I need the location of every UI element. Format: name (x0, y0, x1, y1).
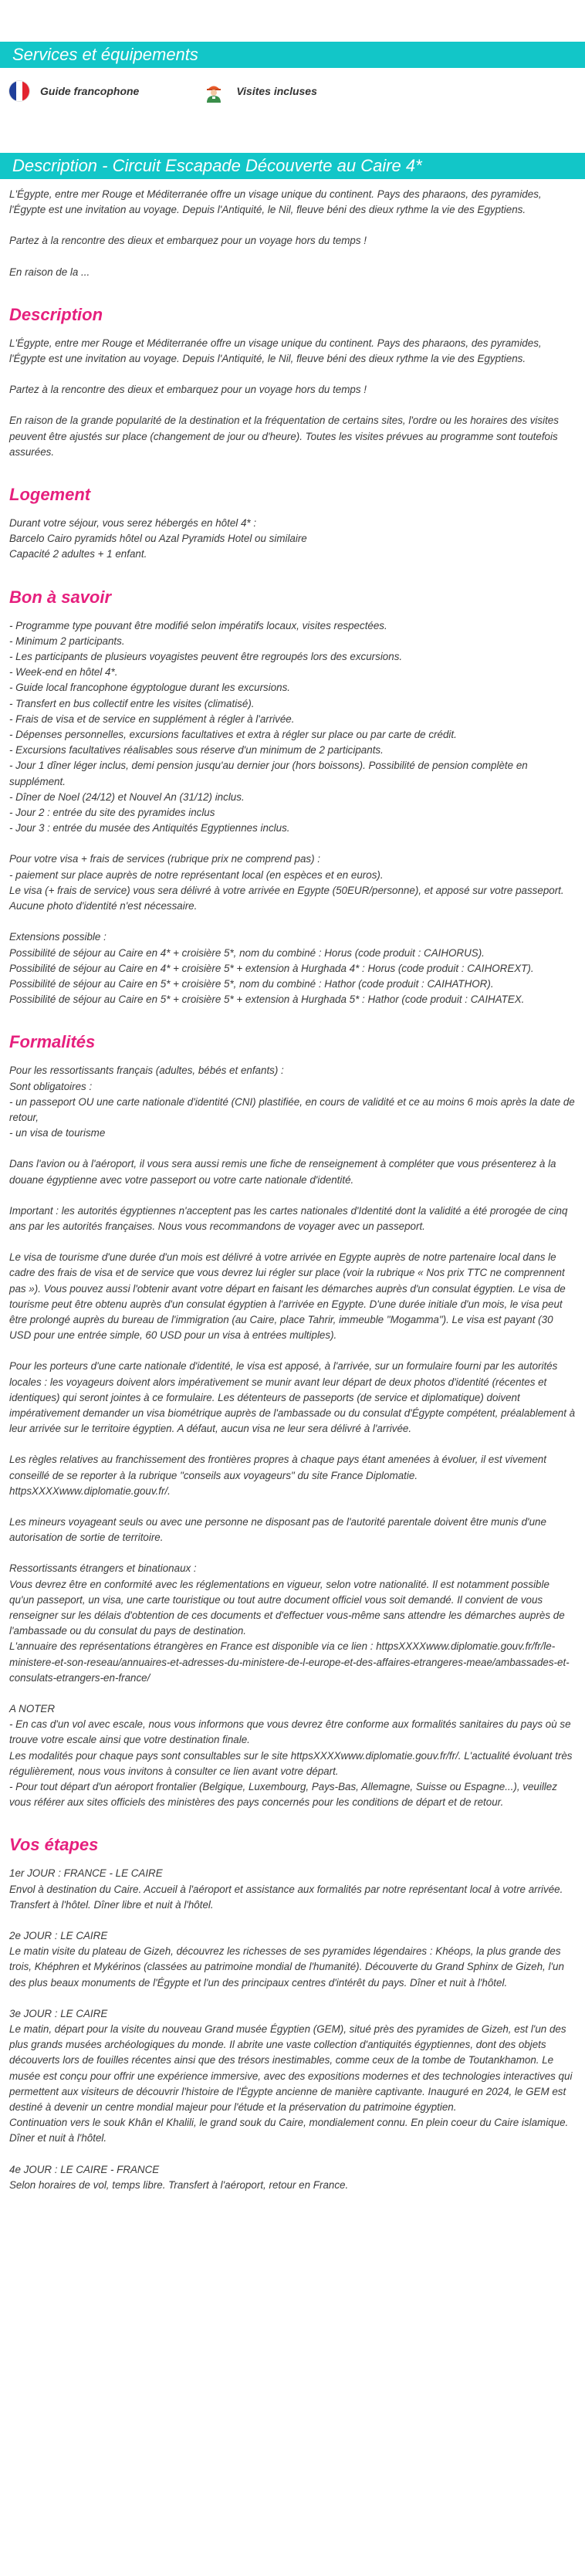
formalites-heading: Formalités (9, 1032, 96, 1052)
formalites-paragraph: Pour les porteurs d'une carte nationale d'identité, le visa est apposé, à l'arrivée, sur un formulaire fourni par les autorités locales : les voyageurs doivent alors impérativement se munir avant leur départ de deux photos d'identité (récentes et identiques) qui seront jointes à ce formulaire. Les détenteurs de passeports (de service et diplomatique) doivent impérativement demander un visa biométrique auprès de l'ambassade ou du consulat d'Égypte compétent, préalablement à leur arrivée sur le territoire égyptien. A défaut, aucun visa ne leur sera délivré à l'arrivée. (9, 1360, 578, 1435)
etape-day: 4e JOUR : LE CAIRE - FRANCE Selon horaires de vol, temps libre. Transfert à l'aéroport, retour en France. (9, 2163, 349, 2191)
bon-a-savoir-extensions: Extensions possible : Possibilité de séjour au Caire en 4* + croisière 5*, nom du combiné : Horus (code produit : CAIHORUS). Possibilité de séjour au Caire en 4* + croisière 5* + extension à Hurghada 4* : Horus (code produit : CAIHOREXT). Possibilité de séjour au Caire en 5* + croisière 5*, nom du combiné : Hathor (code produit : CAIHATHOR). Possibilité de séjour au Caire en 5* + croisière 5* + extension à Hurghada 5* : Hathor (code produit : CAIHATEX. (9, 931, 534, 1006)
etape-day: 1er JOUR : FRANCE - LE CAIRE Envol à destination du Caire. Accueil à l'aéroport et assistance aux formalités par notre représentant local à votre arrivée. Transfert à l'hôtel. Dîner libre et nuit à l'hôtel. (9, 1867, 563, 1911)
description-paragraph: En raison de la grande popularité de la destination et la fréquentation de certains sites, l'ordre ou les horaires des visites peuvent être ajustés sur place (changement de jour ou d'heure). Toutes les visites prévues au programme sont toutefois assurées. (9, 415, 562, 458)
bon-a-savoir-visa: Pour votre visa + frais de services (rubrique prix ne comprend pas) : - paiement sur place auprès de notre représentant local (en espèces et en euros). Le visa (+ frais de service) vous sera délivré à votre arrivée en Egypte (50EUR/personne), et apposé sur votre passeport. Aucune photo d'identité n'est nécessaire. (9, 853, 564, 912)
intro-paragraph: Partez à la rencontre des dieux et embarquez pour un voyage hors du temps ! (9, 235, 367, 247)
formalites-paragraph: Important : les autorités égyptiennes n'acceptent pas les cartes nationales d'Identité dont la validité a été prorogée de cinq ans par les autorités françaises. Nous vous recommandons de voyager avec un passeport. (9, 1204, 571, 1232)
description-header (0, 153, 585, 179)
service-visits (202, 80, 317, 103)
services-title: Services et équipements (12, 45, 198, 64)
formalites-paragraph: Les mineurs voyageant seuls ou avec une personne ne disposant pas de l'autorité parentale doivent être munis d'une autorisation de sortie de territoire. (9, 1515, 549, 1544)
formalites-paragraph: A NOTER - En cas d'un vol avec escale, nous vous informons que vous devrez être conforme aux formalités sanitaires du pays où se trouve votre escale ainsi que votre destination finale. Les modalités pour chaque pays sont consultables sur le site httpsXXXXwww.diplomatie.gouv.fr/fr/. L'actualité évoluant très régulièrement, nous vous invitons à consulter ce lien avant votre départ. - Pour tout départ d'un aéroport frontalier (Belgique, Luxembourg, Pays-Bas, Allemagne, Suisse ou Espagne...), veuillez vous référer aux sites officiels des ministères des pays concernés pour les conditions de départ et de retour. (9, 1703, 573, 1809)
formalites-paragraph: Ressortissants étrangers et binationaux : Vous devrez être en conformité avec les réglementations en vigueur, selon votre nationalité. Il est notamment possible qu'un passeport, un visa, une carte touristique ou tout autre document officiel vous soit demandé. Il convient de vous renseigner sur les délais d'obtention de ces documents et d'effectuer vous-même sans attendre les démarches auprès de l'ambassade ou du consulat du pays de destination. L'annuaire des représentations étrangères en France est disponible via ce lien : httpsXXXXwww.diplomatie.gouv.fr/fr/le-ministere-et-son-reseau/annuaires-et-adresses-du-ministere-de-l-europe-et-des-affaires-etrangeres-meae/ambassades-et-consulats-etrangers-en-france/ (9, 1562, 570, 1684)
service-guide-label: Guide francophone (40, 85, 140, 97)
intro-paragraph: L'Égypte, entre mer Rouge et Méditerranée offre un visage unique du continent. Pays des pharaons, des pyramides, l'Égypte est une invitation au voyage. Depuis l'Antiquité, le Nil, fleuve béni des dieux rythme la vie des Egyptiens. (9, 188, 545, 216)
logement-heading: Logement (9, 485, 91, 505)
service-visits-label: Visites incluses (236, 85, 317, 97)
formalites-paragraph: Les règles relatives au franchissement des frontières propres à chaque pays étant amenées à évoluer, il est vivement conseillé de se reporter à la rubrique "conseils aux voyageurs" du site France Diplomatie. httpsXXXXwww.diplomatie.gouv.fr/. (9, 1454, 546, 1497)
description-paragraph: L'Égypte, entre mer Rouge et Méditerranée offre un visage unique du continent. Pays des pharaons, des pyramides, l'Égypte est une invitation au voyage. Depuis l'Antiquité, le Nil, fleuve béni des dieux rythme la vie des Egyptiens. (9, 337, 545, 365)
etape-day: 2e JOUR : LE CAIRE Le matin visite du plateau de Gizeh, découvrez les richesses de ses pyramides légendaires : Khéops, la plus grande des trois, Khéphren et Mykérinos (classées au patrimoine mondial de l'humanité). Découverte du Grand Sphinx de Gizeh, l'un des plus beaux monuments de l'Égypte et l'un des principaux centres d'intérêt du pays. Dîner et nuit à l'hôtel. (9, 1930, 564, 1989)
france-flag-icon (9, 81, 29, 101)
bon-a-savoir-heading: Bon à savoir (9, 587, 112, 607)
description-header-title: Description - Circuit Escapade Découverte au Caire 4* (12, 156, 422, 175)
logement-paragraph: Durant votre séjour, vous serez hébergés en hôtel 4* : Barcelo Cairo pyramids hôtel ou Azal Pyramids Hotel ou similaire Capacité 2 adultes + 1 enfant. (9, 517, 307, 560)
description-heading: Description (9, 304, 103, 324)
service-guide (9, 81, 139, 101)
services-header (0, 42, 585, 68)
bon-a-savoir-list: - Programme type pouvant être modifié selon impératifs locaux, visites respectées. - Minimum 2 participants. - Les participants de plusieurs voyagistes peuvent être regroupés lors des excursions. - Week-end en hôtel 4*. - Guide local francophone égyptologue durant les excursions. - Transfert en bus collectif entre les visites (climatisé). - Frais de visa et de service en supplément à régler à l'arrivée. - Dépenses personnelles, excursions facultatives et extra à régler sur place ou par carte de crédit. - Excursions facultatives réalisables sous réserve d'un minimum de 2 participants. - Jour 1 dîner léger inclus, demi pension jusqu'au dernier jour (hors boissons). Possibilité de pension complète en supplément. - Dîner de Noel (24/12) et Nouvel An (31/12) inclus. - Jour 2 : entrée du site des pyramides inclus - Jour 3 : entrée du musée des Antiquités Egyptiennes inclus. (9, 619, 528, 834)
formalites-paragraph: Pour les ressortissants français (adultes, bébés et enfants) : Sont obligatoires : - un passeport OU une carte nationale d'identité (CNI) plastifiée, en cours de validité et ce au moins 6 mois après la date de retour, - un visa de tourisme (9, 1065, 575, 1139)
services-row (0, 68, 585, 114)
guide-person-icon (202, 80, 225, 103)
content (0, 179, 585, 2255)
etape-day: 3e JOUR : LE CAIRE Le matin, départ pour la visite du nouveau Grand musée Égyptien (GEM), situé près des pyramides de Gizeh, est l'un des plus grands musées archéologiques du monde. Il abrite une vaste collection d'antiquités égyptiennes, dont des objets découverts lors de fouilles récentes ainsi que des trésors inestimables, comme ceux de la tombe de Toutankhamon. Le musée est conçu pour offrir une expérience immersive, avec des expositions modernes et des technologies interactives qui permettent aux visiteurs de découvrir l'histoire de l'Égypte ancienne de manière captivante. Inauguré en 2024, le GEM est destiné à devenir un centre mondial majeur pour l'étude et la préservation du patrimoine égyptien. Continuation vers le souk Khân el Khalili, le grand souk du Caire, mondialement connu. En plein coeur du Caire islamique. Dîner et nuit à l'hôtel. (9, 2007, 573, 2144)
etapes-heading: Vos étapes (9, 1835, 99, 1855)
intro-truncated: En raison de la ... (9, 266, 90, 278)
formalites-paragraph: Dans l'avion ou à l'aéroport, il vous sera aussi remis une fiche de renseignement à compléter que vous présenterez à la douane égyptienne avec votre passeport ou votre carte nationale d'identité. (9, 1158, 560, 1186)
formalites-paragraph: Le visa de tourisme d'une durée d'un mois est délivré à votre arrivée en Egypte auprès de notre partenaire local dans le cadre des frais de visa et de service que vous devrez lui régler sur place (voir la rubrique « Nos prix TTC ne comprennent pas »). Vous pouvez aussi l'obtenir avant votre départ en faisant les démarches auprès d'un consulat égyptien. Le visa de tourisme peut être obtenu auprès d'un consulat égyptien à l'arrivée en Egypte. D'une durée initiale d'un mois, le visa peut être prolongé auprès du bureau de l'immigration (au Caire, place Tahrir, immeuble "Mogamma"). Le visa est payant (30 USD pour une entrée simple, 60 USD pour un visa à entrées multiples). (9, 1251, 569, 1342)
description-paragraph: Partez à la rencontre des dieux et embarquez pour un voyage hors du temps ! (9, 384, 367, 396)
